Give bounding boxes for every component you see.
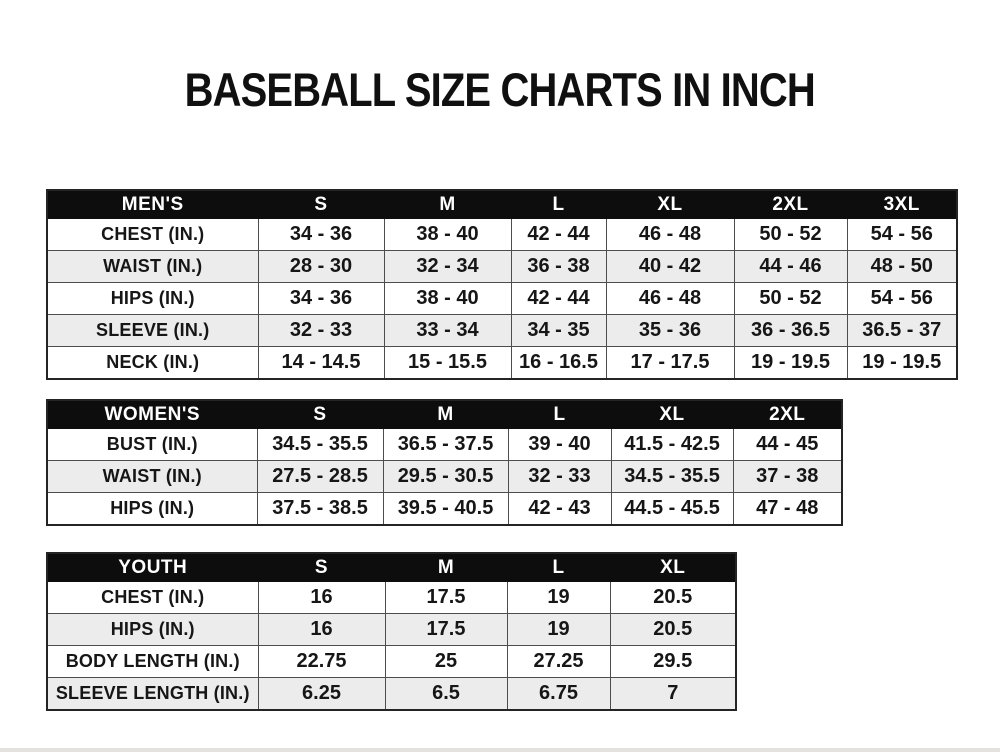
size-column-header: M bbox=[383, 400, 508, 429]
measurement-label: HIPS (IN.) bbox=[47, 283, 258, 315]
size-value: 47 - 48 bbox=[733, 493, 842, 526]
size-value: 15 - 15.5 bbox=[384, 347, 511, 380]
page-title bbox=[0, 62, 1000, 117]
size-value: 36.5 - 37.5 bbox=[383, 429, 508, 461]
size-value: 50 - 52 bbox=[734, 283, 847, 315]
size-value: 20.5 bbox=[610, 582, 736, 614]
size-value: 37.5 - 38.5 bbox=[257, 493, 383, 526]
size-value: 19 - 19.5 bbox=[734, 347, 847, 380]
size-column-header: M bbox=[385, 553, 507, 582]
womens-header-row bbox=[47, 400, 842, 429]
table-row bbox=[47, 646, 736, 678]
size-value: 34 - 35 bbox=[511, 315, 606, 347]
size-value: 44 - 46 bbox=[734, 251, 847, 283]
mens-size-table bbox=[46, 189, 958, 380]
measurement-label: NECK (IN.) bbox=[47, 347, 258, 380]
size-value: 46 - 48 bbox=[606, 283, 734, 315]
size-value: 29.5 - 30.5 bbox=[383, 461, 508, 493]
measurement-label: CHEST (IN.) bbox=[47, 582, 258, 614]
size-column-header: XL bbox=[610, 553, 736, 582]
size-value: 32 - 33 bbox=[258, 315, 384, 347]
table-row bbox=[47, 429, 842, 461]
size-value: 44 - 45 bbox=[733, 429, 842, 461]
measurement-label: WAIST (IN.) bbox=[47, 251, 258, 283]
measurement-label: HIPS (IN.) bbox=[47, 493, 257, 526]
size-value: 38 - 40 bbox=[384, 219, 511, 251]
size-value: 17.5 bbox=[385, 614, 507, 646]
measurement-label: HIPS (IN.) bbox=[47, 614, 258, 646]
size-column-header: S bbox=[258, 190, 384, 219]
table-row bbox=[47, 614, 736, 646]
size-value: 34.5 - 35.5 bbox=[257, 429, 383, 461]
size-value: 6.5 bbox=[385, 678, 507, 711]
size-value: 40 - 42 bbox=[606, 251, 734, 283]
size-column-header: S bbox=[258, 553, 385, 582]
size-value: 44.5 - 45.5 bbox=[611, 493, 733, 526]
size-column-header: XL bbox=[606, 190, 734, 219]
measurement-label: CHEST (IN.) bbox=[47, 219, 258, 251]
size-value: 37 - 38 bbox=[733, 461, 842, 493]
size-value: 22.75 bbox=[258, 646, 385, 678]
mens-header-row bbox=[47, 190, 957, 219]
size-value: 34.5 - 35.5 bbox=[611, 461, 733, 493]
measurement-label: SLEEVE LENGTH (IN.) bbox=[47, 678, 258, 711]
size-value: 14 - 14.5 bbox=[258, 347, 384, 380]
size-column-header: 3XL bbox=[847, 190, 957, 219]
size-value: 42 - 44 bbox=[511, 283, 606, 315]
size-value: 16 bbox=[258, 582, 385, 614]
size-value: 36 - 36.5 bbox=[734, 315, 847, 347]
size-value: 42 - 44 bbox=[511, 219, 606, 251]
youth-header-row bbox=[47, 553, 736, 582]
size-value: 25 bbox=[385, 646, 507, 678]
size-value: 7 bbox=[610, 678, 736, 711]
size-value: 39.5 - 40.5 bbox=[383, 493, 508, 526]
table-row bbox=[47, 678, 736, 711]
size-value: 36 - 38 bbox=[511, 251, 606, 283]
size-value: 33 - 34 bbox=[384, 315, 511, 347]
size-value: 16 - 16.5 bbox=[511, 347, 606, 380]
size-value: 35 - 36 bbox=[606, 315, 734, 347]
size-value: 20.5 bbox=[610, 614, 736, 646]
size-value: 54 - 56 bbox=[847, 283, 957, 315]
youth-size-table bbox=[46, 552, 737, 711]
size-column-header: XL bbox=[611, 400, 733, 429]
size-value: 17 - 17.5 bbox=[606, 347, 734, 380]
size-value: 28 - 30 bbox=[258, 251, 384, 283]
size-value: 19 bbox=[507, 614, 610, 646]
table-row bbox=[47, 283, 957, 315]
size-value: 34 - 36 bbox=[258, 283, 384, 315]
size-value: 36.5 - 37 bbox=[847, 315, 957, 347]
page-title-text: BASEBALL SIZE CHARTS IN INCH bbox=[184, 63, 816, 116]
size-column-header: 2XL bbox=[733, 400, 842, 429]
size-column-header: M bbox=[384, 190, 511, 219]
table-row bbox=[47, 315, 957, 347]
size-value: 34 - 36 bbox=[258, 219, 384, 251]
measurement-label: BUST (IN.) bbox=[47, 429, 257, 461]
table-row bbox=[47, 347, 957, 380]
table-row bbox=[47, 251, 957, 283]
size-value: 6.25 bbox=[258, 678, 385, 711]
size-value: 38 - 40 bbox=[384, 283, 511, 315]
measurement-label: SLEEVE (IN.) bbox=[47, 315, 258, 347]
size-value: 32 - 33 bbox=[508, 461, 611, 493]
table-title-cell: YOUTH bbox=[47, 553, 258, 582]
size-column-header: L bbox=[511, 190, 606, 219]
measurement-label: WAIST (IN.) bbox=[47, 461, 257, 493]
size-value: 27.5 - 28.5 bbox=[257, 461, 383, 493]
size-value: 16 bbox=[258, 614, 385, 646]
size-value: 29.5 bbox=[610, 646, 736, 678]
womens-size-table bbox=[46, 399, 843, 526]
table-title-cell: MEN'S bbox=[47, 190, 258, 219]
size-column-header: 2XL bbox=[734, 190, 847, 219]
size-value: 17.5 bbox=[385, 582, 507, 614]
size-value: 42 - 43 bbox=[508, 493, 611, 526]
bottom-edge-strip bbox=[0, 748, 1000, 752]
table-row bbox=[47, 582, 736, 614]
size-value: 54 - 56 bbox=[847, 219, 957, 251]
size-value: 48 - 50 bbox=[847, 251, 957, 283]
size-value: 32 - 34 bbox=[384, 251, 511, 283]
size-column-header: L bbox=[507, 553, 610, 582]
size-value: 19 - 19.5 bbox=[847, 347, 957, 380]
size-value: 6.75 bbox=[507, 678, 610, 711]
size-value: 39 - 40 bbox=[508, 429, 611, 461]
size-value: 41.5 - 42.5 bbox=[611, 429, 733, 461]
table-row bbox=[47, 461, 842, 493]
size-column-header: L bbox=[508, 400, 611, 429]
table-row bbox=[47, 219, 957, 251]
size-value: 27.25 bbox=[507, 646, 610, 678]
measurement-label: BODY LENGTH (IN.) bbox=[47, 646, 258, 678]
table-row bbox=[47, 493, 842, 526]
size-value: 46 - 48 bbox=[606, 219, 734, 251]
size-value: 19 bbox=[507, 582, 610, 614]
table-title-cell: WOMEN'S bbox=[47, 400, 257, 429]
size-value: 50 - 52 bbox=[734, 219, 847, 251]
size-column-header: S bbox=[257, 400, 383, 429]
